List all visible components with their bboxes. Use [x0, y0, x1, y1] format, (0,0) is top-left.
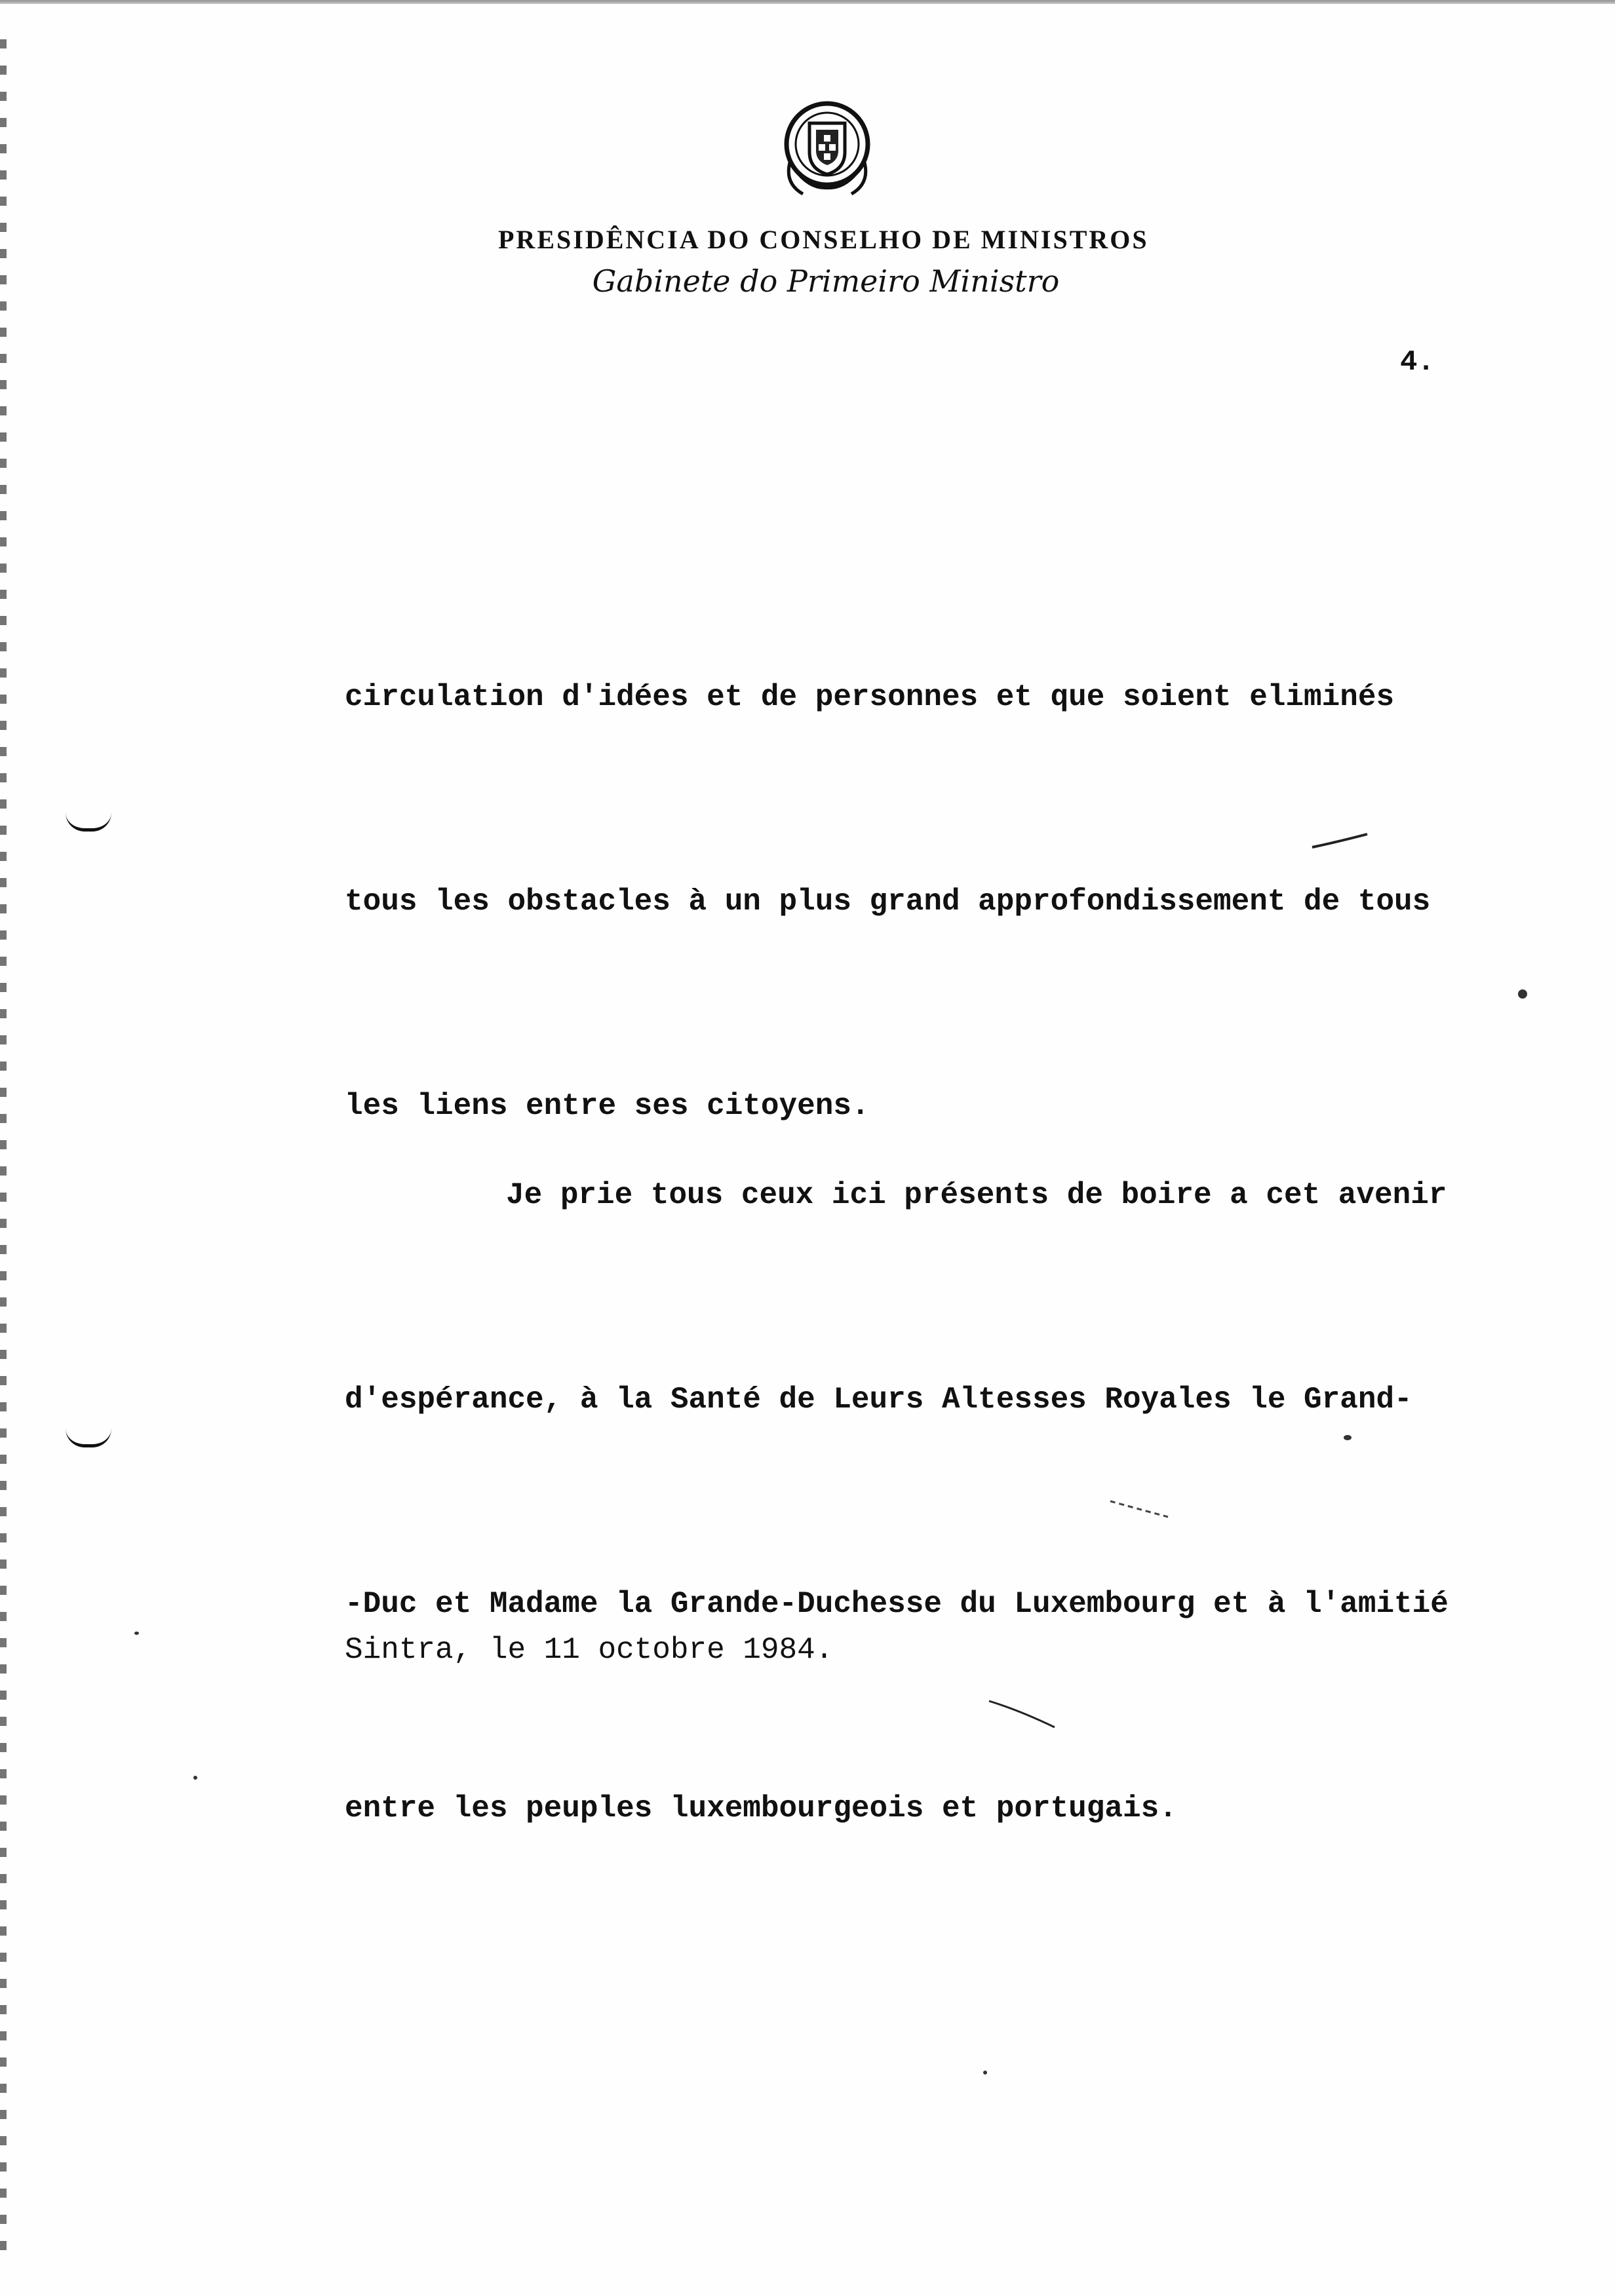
letterhead-subtitle: Gabinete do Primeiro Ministro — [592, 263, 1060, 299]
text-line: circulation d'idées et de personnes et que soient eliminés — [345, 680, 1395, 714]
text-line: entre les peuples luxembourgeois et portugais. — [345, 1791, 1177, 1826]
text-line: tous les obstacles à un plus grand approfondissement de tous — [345, 885, 1431, 919]
punch-hole-mark — [66, 813, 111, 832]
page-number: 4. — [1400, 346, 1435, 379]
scan-speck — [983, 2071, 987, 2075]
punch-hole-mark — [66, 1428, 111, 1447]
letterhead-title: PRESIDÊNCIA DO CONSELHO DE MINISTROS — [498, 225, 1149, 254]
scan-left-edge — [0, 39, 7, 2267]
text-line — [345, 1161, 1449, 1229]
scan-speck — [1518, 989, 1527, 999]
text-line: les liens entre ses citoyens. — [345, 1089, 870, 1123]
place-date: Sintra, le 11 octobre 1984. — [345, 1633, 834, 1667]
scan-top-edge — [0, 0, 1615, 4]
paragraph-2 — [345, 1025, 1449, 1979]
text-line: d'espérance, à la Santé de Leurs Altesses Royales le Grand- — [345, 1383, 1412, 1417]
text-line-content: Je prie tous ceux ici présents de boire a cet avenir — [506, 1178, 1447, 1212]
scan-speck — [193, 1776, 197, 1780]
coat-of-arms-emblem — [770, 92, 885, 206]
scan-speck — [134, 1632, 139, 1635]
text-line: -Duc et Madame la Grande-Duchesse du Luxembourg et à l'amitié — [345, 1587, 1449, 1621]
